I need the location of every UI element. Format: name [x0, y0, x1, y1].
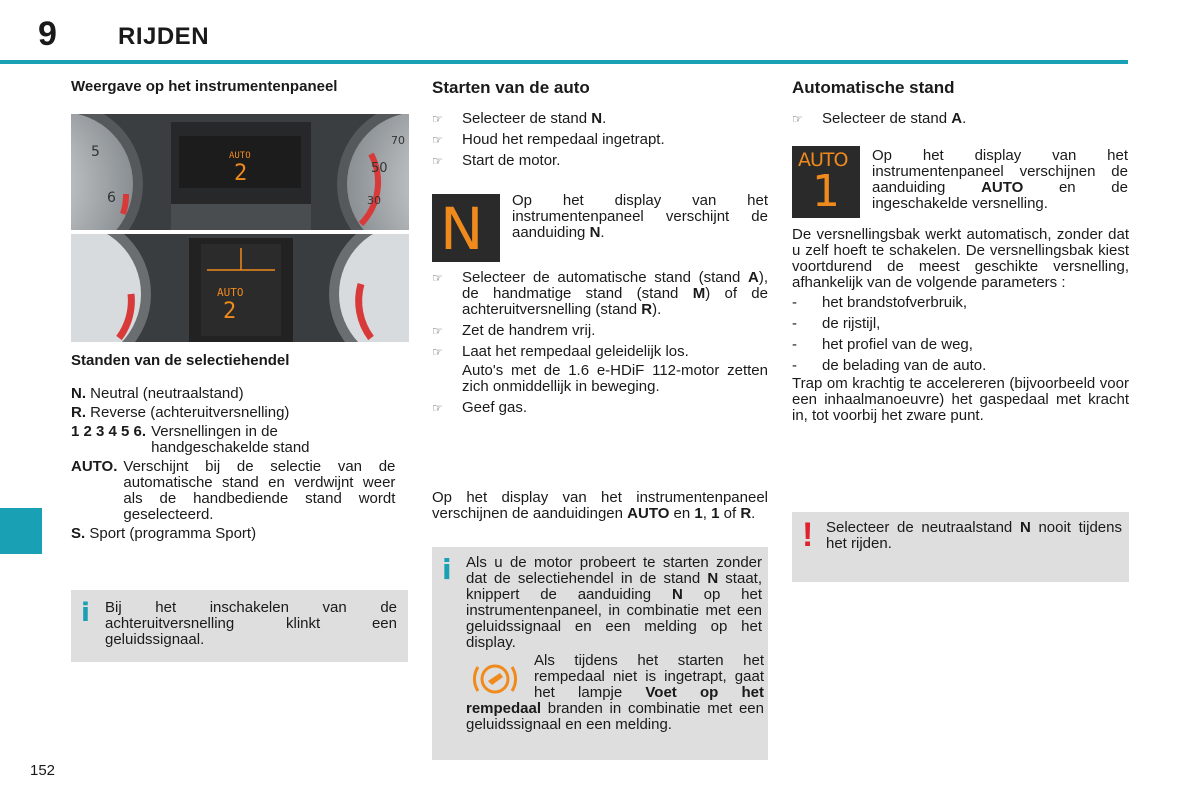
position-term: AUTO. [71, 458, 118, 475]
text: Op het display van het instrumentenpaneel verschijnt de aanduiding [512, 192, 768, 241]
automatic-mode-text [792, 227, 1129, 424]
display-gear-text: 1 [812, 166, 840, 217]
step-text: Zet de handrem vrij. [462, 322, 596, 339]
positions-heading: Standen van de selectiehendel [71, 352, 290, 369]
icon-spacer [466, 653, 534, 701]
display-gear-text: 2 [234, 161, 248, 186]
step-text: Geef gas. [462, 399, 528, 416]
column-middle [432, 77, 768, 174]
text: nooit tijdens het rijden. [826, 519, 1122, 552]
position-item [71, 526, 409, 542]
step-text: ) of de achteruitversnelling (stand [462, 285, 768, 318]
step-text: ). [652, 301, 662, 318]
text: en [669, 505, 695, 522]
text: , [702, 505, 712, 522]
instrument-cluster-illustration [71, 234, 409, 342]
step-item [432, 132, 768, 148]
position-desc: Verschijnt bij de selectie van de automatische stand en verdwijnt weer als de handbediende stand wordt geselecteerd. [123, 458, 396, 523]
pointing-hand-icon: ☞ [432, 401, 443, 415]
info-box [432, 547, 768, 760]
text-emphasis: 1 [711, 505, 720, 522]
display-auto-text: AUTO [217, 286, 244, 299]
step-item [432, 111, 768, 127]
text-emphasis: N [671, 586, 683, 603]
step-emphasis: N [591, 110, 603, 127]
position-term: S. [71, 525, 86, 542]
instrument-cluster-photo-top [71, 114, 409, 230]
text-emphasis: R [740, 505, 752, 522]
step-note: Auto's met de 1.6 e-HDiF 112-motor zetten zich onmiddellijk in beweging. [462, 362, 768, 395]
step-text: Selecteer de stand [462, 110, 592, 127]
chapter-side-tab [0, 508, 42, 554]
param-text: de belading van de auto. [822, 357, 987, 374]
display-auto-text: AUTO [798, 149, 848, 171]
param-item [792, 358, 1129, 374]
step-emphasis: A [747, 269, 759, 286]
text-emphasis: N [589, 224, 601, 241]
param-item [792, 295, 1129, 311]
display-gear-text: 2 [223, 299, 237, 324]
display-auto-badge [792, 146, 860, 218]
position-item [71, 386, 409, 402]
text: staat, knippert de aanduiding [466, 570, 762, 603]
dash-bullet: - [792, 336, 797, 353]
step-item [792, 111, 1129, 127]
page-number: 152 [30, 762, 56, 779]
step-item [432, 344, 768, 360]
step-emphasis: A [951, 110, 963, 127]
dash-bullet: - [792, 315, 797, 332]
info-box [71, 590, 408, 662]
step-text: Houd het rempedaal ingetrapt. [462, 131, 665, 148]
step-text: ), de handmatige stand (stand [462, 269, 768, 302]
tick-label: 30 [367, 194, 381, 207]
param-text: de rijstijl, [822, 315, 881, 332]
display-auto-text: AUTO [229, 151, 251, 161]
step-emphasis: M [692, 285, 706, 302]
dash-bullet: - [792, 294, 797, 311]
text: Als tijdens het starten het rempedaal niet is ingetrapt, gaat het lampje [534, 652, 764, 701]
pointing-hand-icon: ☞ [792, 112, 803, 126]
step-item [432, 270, 768, 318]
start-steps [432, 270, 768, 421]
text-emphasis: AUTO [627, 505, 670, 522]
pointing-hand-icon: ☞ [432, 112, 443, 126]
tick-label: 50 [371, 161, 388, 176]
text: en de ingeschakelde versnelling. [872, 179, 1128, 212]
param-text: het brandstofverbruik, [822, 294, 968, 311]
position-term: 1 2 3 4 5 6. [71, 423, 147, 440]
param-item [792, 316, 1129, 332]
selector-positions [71, 352, 409, 545]
info-text: Bij het inschakelen van de achteruitversnelling klinkt een geluidssignaal. [105, 599, 397, 648]
position-desc: Versnellingen in de handgeschakelde stand [151, 423, 310, 456]
step-text: . [602, 110, 607, 127]
text: Als u de motor probeert te starten zonder dat de selectiehendel in de stand [466, 554, 762, 587]
info-icon: i [81, 598, 90, 628]
display-n-text: N [440, 195, 484, 262]
pointing-hand-icon: ☞ [432, 324, 443, 338]
column-left [71, 78, 409, 96]
tick-label: 70 [391, 134, 405, 147]
step-emphasis: R [641, 301, 653, 318]
text: Op het display van het instrumentenpaneel verschijnen de aanduidingen [432, 489, 768, 522]
position-desc: Reverse (achteruitversnelling) [90, 404, 290, 421]
position-item [71, 424, 409, 456]
chapter-title: RIJDEN [118, 23, 210, 50]
text-emphasis: N [1019, 519, 1031, 536]
step-text: Laat het rempedaal geleidelijk los. [462, 343, 689, 360]
info-text [466, 653, 764, 733]
section-heading: Automatische stand [792, 78, 955, 97]
display-auto-description [872, 148, 1128, 212]
text: op het instrumentenpaneel, in combinatie met een geluidssignaal en een melding op het display. [466, 586, 762, 651]
position-item [71, 459, 409, 523]
info-icon: i [442, 553, 452, 586]
section-heading: Starten van de auto [432, 78, 590, 97]
header-rule [0, 60, 1128, 64]
text: Selecteer de neutraalstand [826, 519, 1020, 536]
step-item [432, 323, 768, 339]
text-emphasis: AUTO [981, 179, 1024, 196]
warning-box [792, 512, 1129, 582]
text-emphasis: N [707, 570, 719, 587]
dash-bullet: - [792, 357, 797, 374]
tick-label: 5 [91, 144, 100, 160]
column-right [792, 77, 1129, 132]
section-heading: Weergave op het instrumentenpaneel [71, 78, 338, 95]
step-item [432, 153, 768, 169]
position-term: R. [71, 404, 86, 421]
position-item [71, 405, 409, 421]
step-item [432, 400, 768, 416]
paragraph: De versnellingsbak werkt automatisch, zonder dat u zelf hoeft te schakelen. De versnellingsbak kiest voortdurend de meest geschikte versnelling, afhankelijk van de volgende parameters : [792, 226, 1129, 291]
pointing-hand-icon: ☞ [432, 345, 443, 359]
step-text: Selecteer de stand [822, 110, 952, 127]
instrument-cluster-illustration [71, 114, 409, 230]
param-item [792, 337, 1129, 353]
step-text: Selecteer de automatische stand (stand [462, 269, 748, 286]
auto-display-description [432, 490, 768, 522]
param-text: het profiel van de weg, [822, 336, 973, 353]
tick-label: 6 [107, 190, 116, 206]
warning-text [826, 520, 1122, 552]
step-text: Start de motor. [462, 152, 561, 169]
display-n-description [512, 193, 768, 241]
position-term: N. [71, 385, 86, 402]
display-n-badge [432, 194, 500, 262]
text: . [600, 224, 605, 241]
warning-icon: ! [802, 516, 814, 554]
text-emphasis: Voet op het rempedaal [466, 684, 764, 717]
info-text [466, 555, 762, 651]
pointing-hand-icon: ☞ [432, 271, 443, 285]
chapter-number: 9 [38, 15, 57, 53]
text: . [751, 505, 756, 522]
text: of [719, 505, 741, 522]
paragraph: Trap om krachtig te accelereren (bijvoorbeeld voor een inhaalmanoeuvre) het gaspedaal met kracht in, tot voorbij het zware punt. [792, 375, 1129, 424]
step-text: . [962, 110, 967, 127]
pointing-hand-icon: ☞ [432, 133, 443, 147]
pointing-hand-icon: ☞ [432, 154, 443, 168]
text: Op het display van het instrumentenpaneel verschijnen de aanduiding [872, 147, 1128, 196]
text-emphasis: 1 [694, 505, 703, 522]
position-desc: Neutral (neutraalstand) [90, 385, 244, 402]
text: branden in combinatie met een geluidssignaal en een melding. [466, 700, 764, 733]
position-desc: Sport (programma Sport) [89, 525, 257, 542]
instrument-cluster-photo-bottom [71, 234, 409, 342]
